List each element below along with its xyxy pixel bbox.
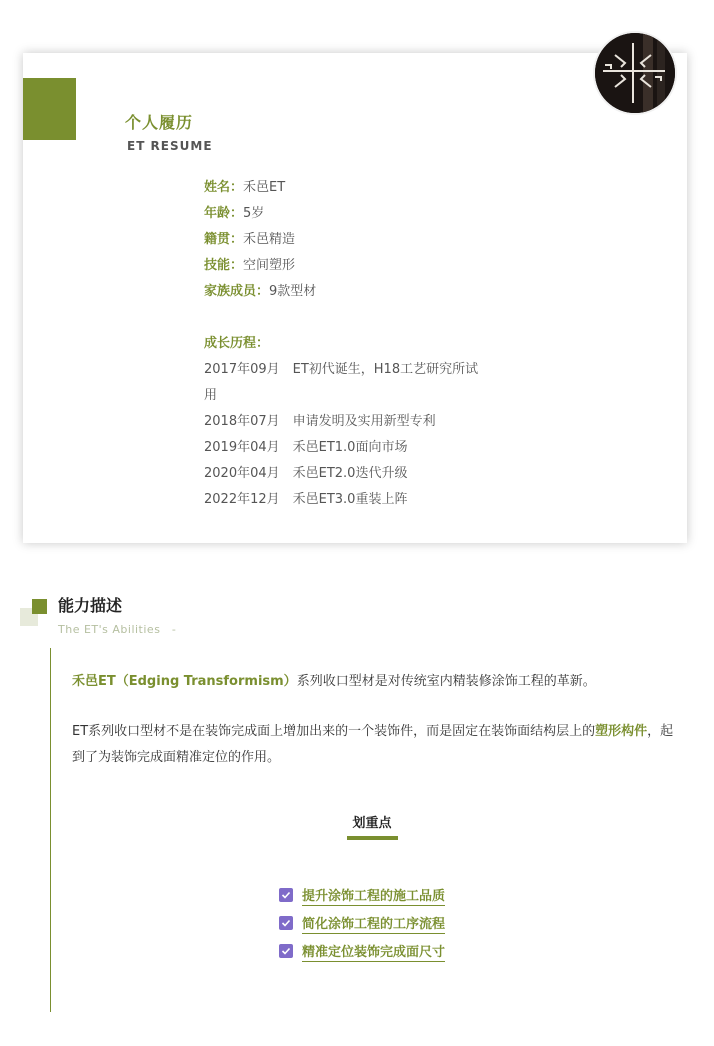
profile-product-image [595, 33, 675, 113]
paragraph-text: ，起到了为装饰完成面精准定位的作用。 [72, 724, 674, 765]
key-point-text: 简化涂饰工程的工序流程 [302, 913, 445, 934]
info-key: 技能： [204, 258, 244, 273]
resume-info [204, 175, 514, 513]
list-item [279, 909, 445, 937]
info-row-skill [204, 253, 514, 279]
info-row-age [204, 201, 514, 227]
growth-title: 成长历程： [204, 336, 270, 351]
paragraph-text: ET系列收口型材不是在装饰完成面上增加出来的一个装饰件，而是固定在装饰面结构层上的 [72, 724, 596, 739]
brand-highlight: 禾邑ET（Edging Transformism） [72, 674, 297, 689]
accent-block [23, 78, 76, 140]
checkbox-checked-icon [279, 944, 293, 958]
info-value: 空间塑形 [243, 258, 296, 273]
resume-subtitle: ET RESUME [127, 139, 213, 153]
section-vertical-line [50, 648, 51, 1012]
info-key: 家族成员： [204, 284, 270, 299]
info-key: 籍贯： [204, 232, 244, 247]
info-value: 9款型材 [269, 284, 317, 299]
section-subtitle: The ET's Abilities - [58, 623, 177, 636]
description-paragraph [72, 719, 682, 771]
info-row-family [204, 279, 514, 305]
history-item: 用 [204, 388, 218, 403]
key-points-underline [347, 836, 398, 840]
history-item: 2017年09月 ET初代诞生，H18工艺研究所试 [204, 362, 479, 377]
history-item: 2018年07月 申请发明及实用新型专利 [204, 414, 436, 429]
info-key: 年龄： [204, 206, 244, 221]
section-decoration-square [32, 599, 47, 614]
info-value: 5岁 [243, 206, 265, 221]
info-row-name [204, 175, 514, 201]
term-highlight: 塑形构件 [595, 724, 648, 739]
info-value: 禾邑ET [243, 180, 286, 195]
key-point-text: 提升涂饰工程的施工品质 [302, 885, 445, 906]
paragraph-text: 系列收口型材是对传统室内精装修涂饰工程的革新。 [296, 674, 596, 689]
checkbox-checked-icon [279, 916, 293, 930]
history-item: 2022年12月 禾邑ET3.0重装上阵 [204, 492, 408, 507]
checkbox-checked-icon [279, 888, 293, 902]
history-item: 2019年04月 禾邑ET1.0面向市场 [204, 440, 408, 455]
section-title: 能力描述 [58, 596, 123, 615]
intro-paragraph [72, 669, 682, 695]
resume-title: 个人履历 [125, 113, 194, 132]
info-key: 姓名： [204, 180, 244, 195]
key-points-title: 划重点 [352, 816, 392, 831]
info-row-origin [204, 227, 514, 253]
info-value: 禾邑精造 [243, 232, 296, 247]
key-point-text: 精准定位装饰完成面尺寸 [302, 941, 445, 962]
avatar [593, 31, 677, 115]
key-points-list [279, 881, 445, 965]
history-item: 2020年04月 禾邑ET2.0迭代升级 [204, 466, 408, 481]
list-item [279, 881, 445, 909]
list-item [279, 937, 445, 965]
